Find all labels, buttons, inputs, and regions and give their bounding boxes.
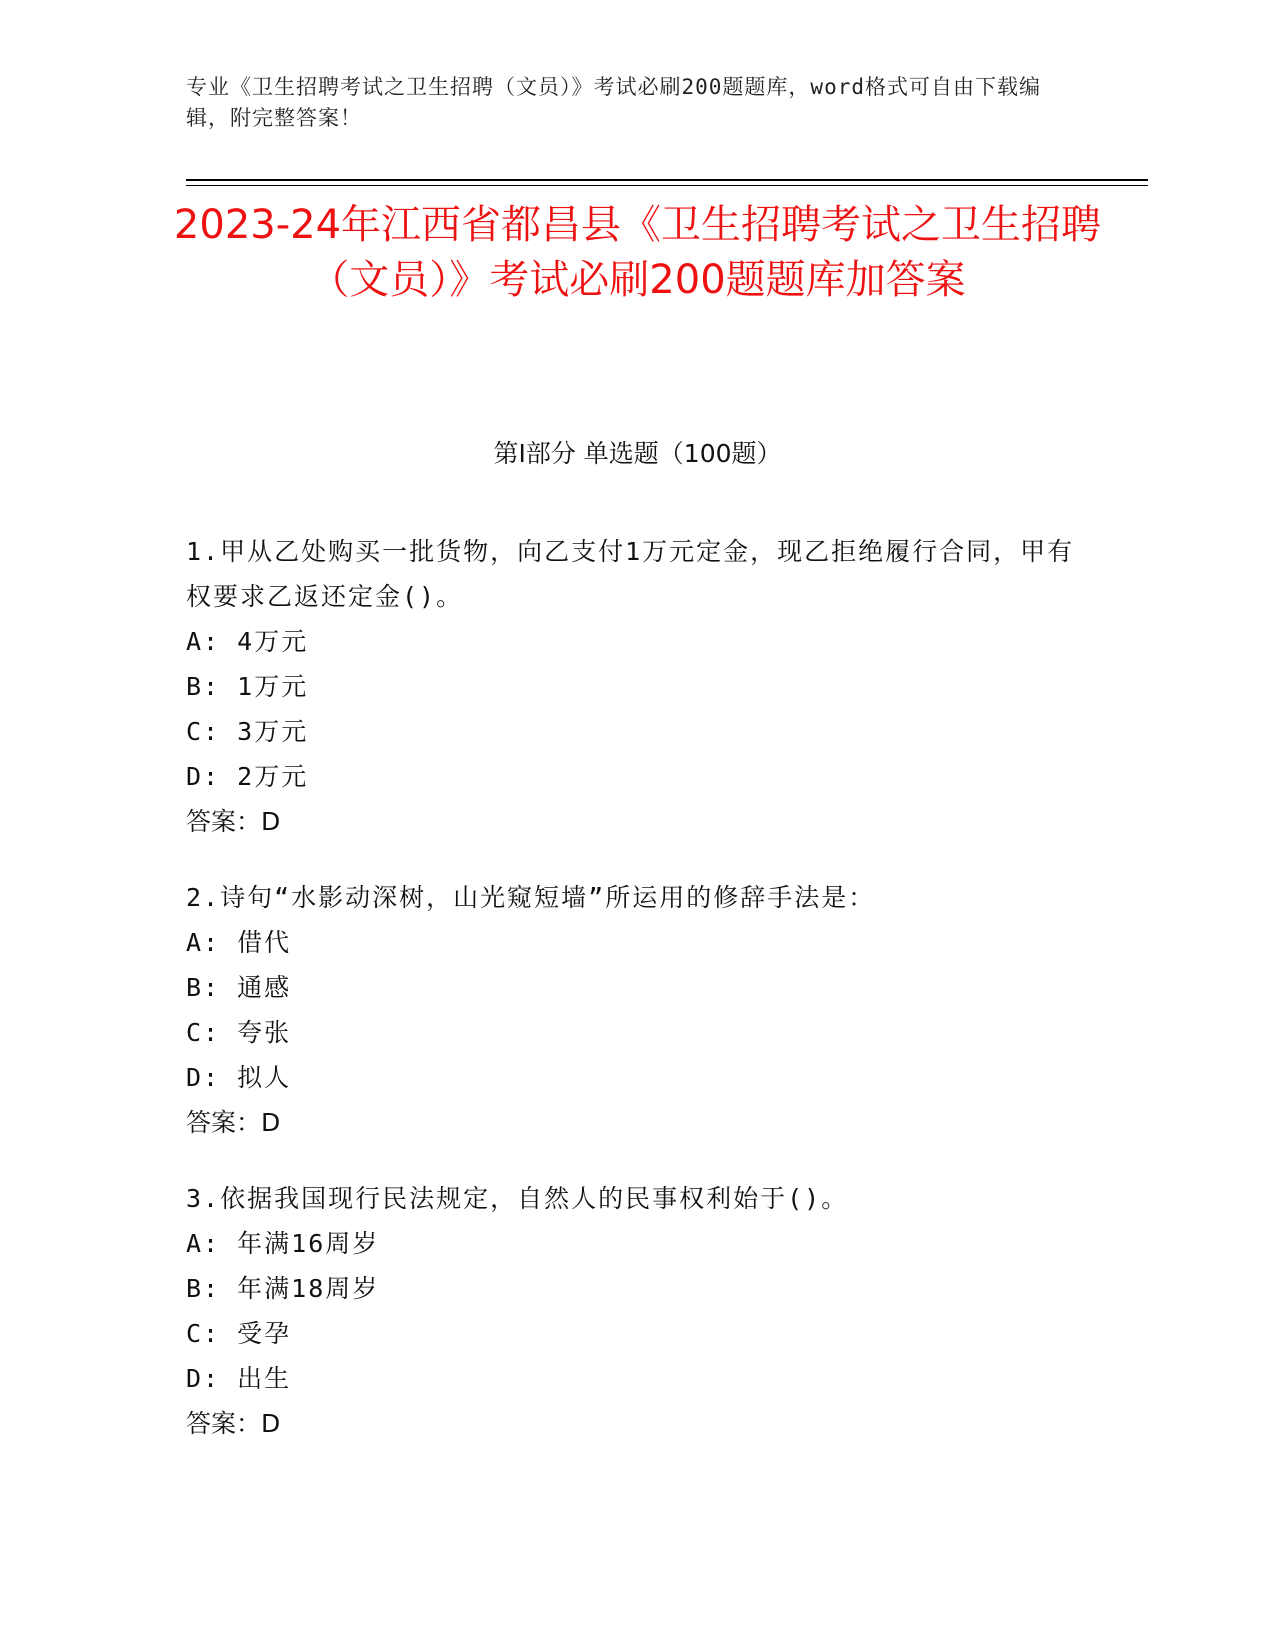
option-a: A: 年满16周岁 <box>186 1229 380 1258</box>
section-heading: 第I部分 单选题（100题） <box>493 439 782 468</box>
option-c: C: 3万元 <box>186 717 309 746</box>
option-c: C: 夸张 <box>186 1018 292 1047</box>
answer-line: 答案：D <box>186 1108 281 1137</box>
question-list <box>186 529 1076 1477</box>
answer-line: 答案：D <box>186 807 281 836</box>
option-b: B: 年满18周岁 <box>186 1274 380 1303</box>
option-d: D: 2万元 <box>186 762 309 791</box>
option-d: D: 拟人 <box>186 1063 292 1092</box>
answer-line: 答案：D <box>186 1409 281 1438</box>
document-title: 2023-24年江西省都昌县《卫生招聘考试之卫生招聘（文员）》考试必刷200题题库加答案 <box>173 202 1102 303</box>
option-a: A: 4万元 <box>186 627 309 656</box>
header-divider-thick <box>186 179 1148 181</box>
question-stem: 2.诗句“水影动深树，山光窥短墙”所运用的修辞手法是： <box>186 883 876 912</box>
option-c: C: 受孕 <box>186 1319 292 1348</box>
question-item <box>186 1176 1076 1446</box>
header-note: 专业《卫生招聘考试之卫生招聘（文员）》考试必刷200题题库，word格式可自由下载编辑，附完整答案！ <box>186 75 1041 130</box>
header-divider-thin <box>186 185 1148 186</box>
question-item <box>186 875 1076 1145</box>
question-stem: 1.甲从乙处购买一批货物，向乙支付1万元定金，现乙拒绝履行合同，甲有权要求乙返还定金()。 <box>186 537 1075 611</box>
question-stem: 3.依据我国现行民法规定，自然人的民事权利始于()。 <box>186 1184 849 1213</box>
option-d: D: 出生 <box>186 1364 292 1393</box>
option-a: A: 借代 <box>186 928 292 957</box>
option-b: B: 通感 <box>186 973 292 1002</box>
question-item <box>186 529 1076 844</box>
option-b: B: 1万元 <box>186 672 309 701</box>
